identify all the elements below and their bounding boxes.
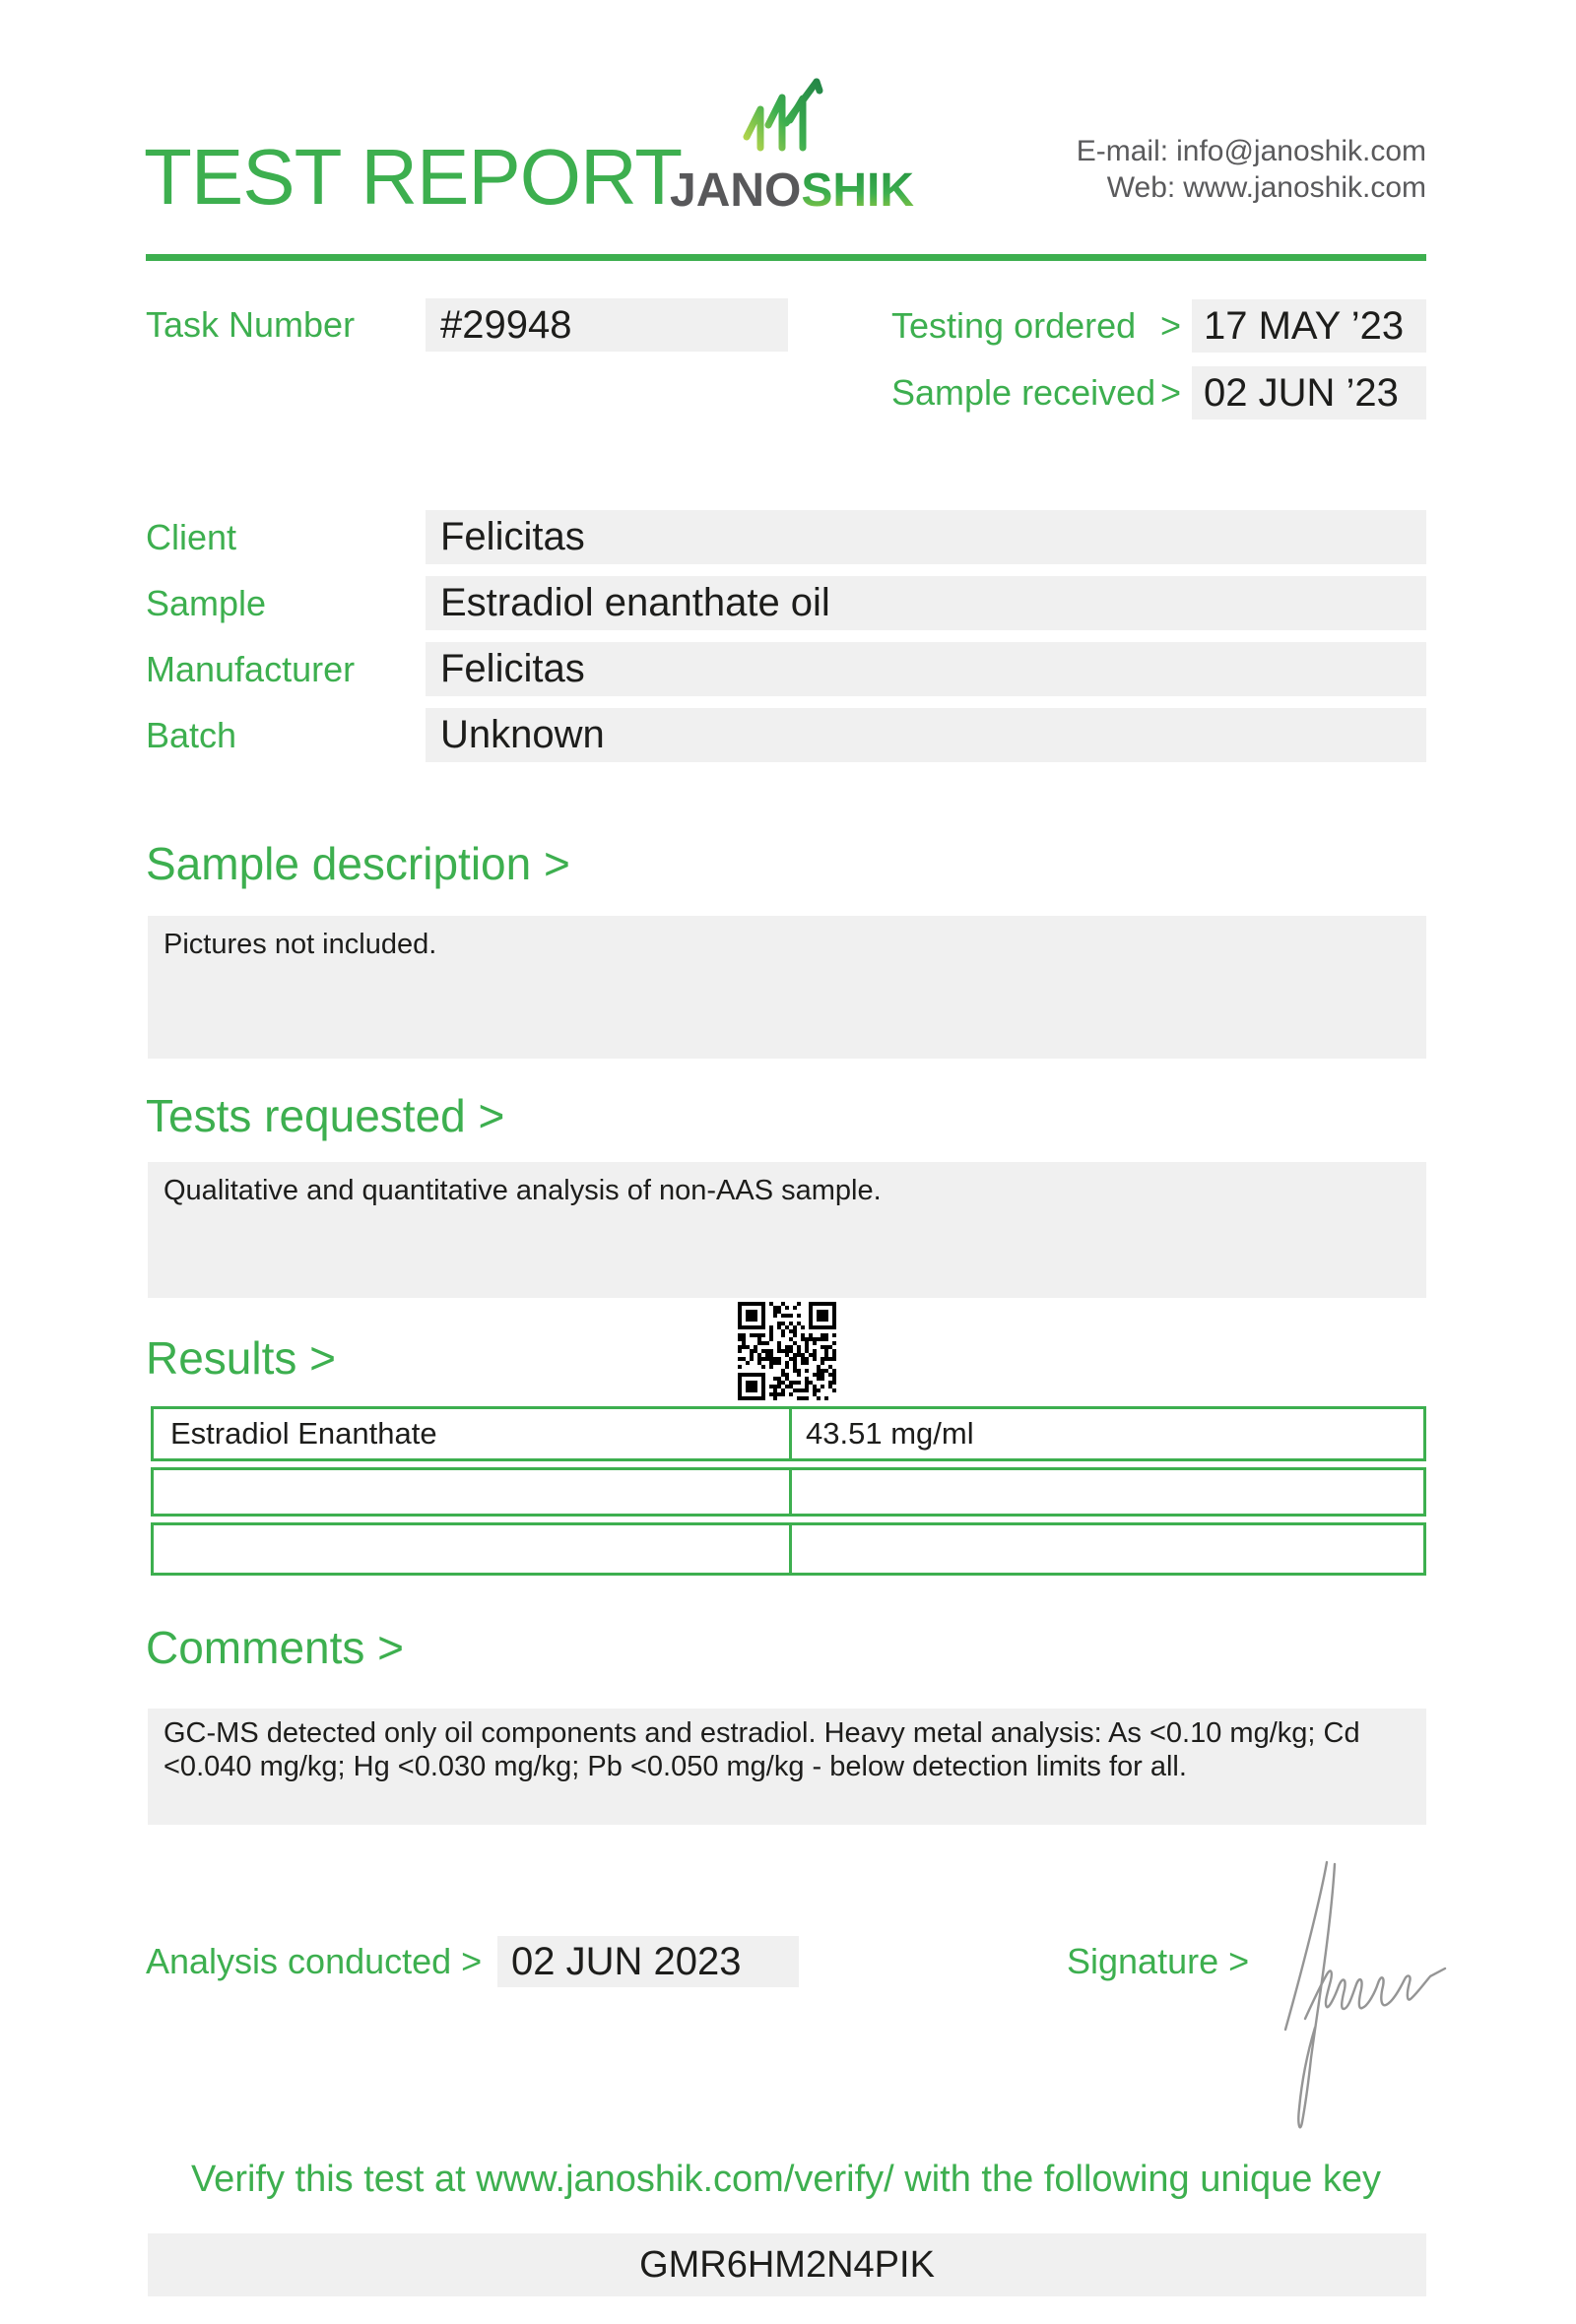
client-field [426, 510, 1426, 564]
results-table-row-1 [151, 1406, 1426, 1461]
sample-description-box [148, 916, 1426, 1059]
batch-field [426, 708, 1426, 762]
web-value: www.janoshik.com [1183, 171, 1426, 204]
manufacturer-label: Manufacturer [146, 649, 356, 689]
janoshik-logo-wordmark [670, 164, 915, 217]
comments-heading: Comments > [146, 1622, 405, 1673]
comments-box [148, 1709, 1426, 1825]
unique-key-value: GMR6HM2N4PIK [639, 2244, 935, 2286]
batch-label: Batch [146, 715, 237, 755]
task-number-label: Task Number [146, 304, 356, 345]
analysis-date-value: 02 JUN 2023 [511, 1940, 742, 1983]
email-value: info@janoshik.com [1176, 135, 1426, 167]
web-label: Web: [1106, 171, 1176, 204]
unique-key-box [148, 2233, 1426, 2296]
client-label: Client [146, 517, 237, 557]
task-number-field [426, 298, 788, 352]
contact-block [1077, 133, 1426, 206]
result-analyte: Estradiol Enanthate [170, 1416, 437, 1451]
sample-description-heading: Sample description > [146, 838, 570, 889]
testing-ordered-value: 17 MAY ’23 [1204, 304, 1405, 348]
result-value [789, 1525, 1423, 1573]
sample-description-text: Pictures not included. [164, 929, 437, 960]
sample-received-field [1192, 366, 1426, 420]
client-value: Felicitas [440, 515, 585, 558]
manufacturer-value: Felicitas [440, 647, 585, 690]
qr-code [737, 1301, 837, 1401]
analysis-conducted-label: Analysis conducted > [146, 1941, 483, 1981]
results-table-row-3 [151, 1522, 1426, 1576]
page-title: TEST REPORT [144, 133, 683, 221]
header-divider [146, 254, 1426, 261]
email-label: E-mail: [1076, 135, 1169, 167]
comments-text: GC-MS detected only oil components and estradiol. Heavy metal analysis: As <0.10 mg/kg; Cd <0.040 mg/kg; Hg <0.030 mg/kg; Pb <0.050 mg/kg - below detection limits for all. [164, 1717, 1360, 1782]
result-value [789, 1470, 1423, 1514]
sample-received-arrow: > [1160, 372, 1182, 413]
sample-field [426, 576, 1426, 630]
sample-value: Estradiol enanthate oil [440, 581, 830, 624]
testing-ordered-label: Testing ordered [891, 305, 1137, 346]
batch-value: Unknown [440, 713, 605, 756]
signature-label: Signature > [1067, 1941, 1250, 1981]
sample-received-label: Sample received [891, 372, 1156, 413]
logo-text-jano: JANO [670, 164, 802, 217]
tests-requested-heading: Tests requested > [146, 1090, 505, 1141]
result-analyte [154, 1470, 789, 1514]
tests-requested-box [148, 1162, 1426, 1298]
verify-instruction: Verify this test at www.janoshik.com/verify/ with the following unique key [190, 2159, 1382, 2200]
sample-label: Sample [146, 583, 267, 623]
janoshik-logo-icon [741, 77, 835, 156]
analysis-date-field [497, 1936, 799, 1987]
manufacturer-field [426, 642, 1426, 696]
testing-ordered-arrow: > [1160, 305, 1182, 346]
results-table-row-2 [151, 1467, 1426, 1517]
results-heading: Results > [146, 1332, 337, 1384]
logo-text-shik: SHIK [801, 164, 915, 217]
contact-email-line [1077, 133, 1426, 169]
testing-ordered-field [1192, 299, 1426, 353]
result-value: 43.51 mg/ml [789, 1409, 1423, 1458]
contact-web-line [1077, 169, 1426, 206]
sample-received-value: 02 JUN ’23 [1204, 371, 1399, 415]
tests-requested-text: Qualitative and quantitative analysis of non-AAS sample. [164, 1175, 882, 1206]
signature-scribble [1266, 1849, 1453, 2137]
task-number-value: #29948 [440, 303, 572, 347]
result-analyte [154, 1525, 789, 1573]
